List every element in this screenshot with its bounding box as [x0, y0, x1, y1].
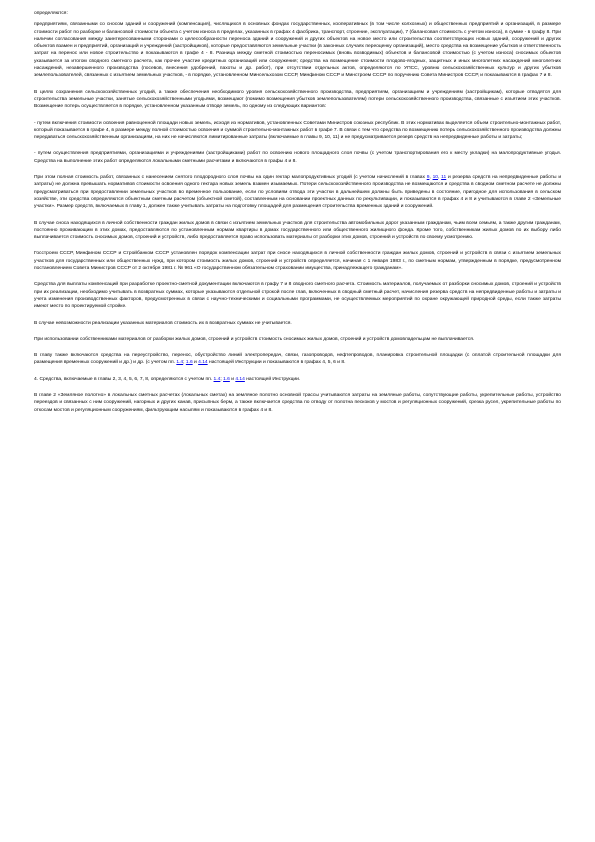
paragraph: В главе 2 «Земляное полотно» в локальных сметных расчетах (локальных сметах) на земляное полотно основной трассы учитываются затраты на земляные работы, сопутствующие работы, укрепительные работы, устройство переездов и связанных с ним сооружений, нагорных и других канав, присыпных берм, а также включается средства по отводу от полотна пескоков у мостов и регуляционных сооружений, срезка русел, укрепительные работы по откосам мостов и регуляционным сооружениям, фильтрующим насыпям и показываются в графах 4 и 8.: [34, 392, 561, 413]
separator: ,: [438, 175, 440, 181]
clause-link-1-6[interactable]: 1.6: [185, 360, 193, 366]
paragraph-text: и резерва средств на непредвиденные работы и затраты) не должна превышать нормативов стоимости освоения одного гектара новых земель взамен изымаемых. Потери сельскохозяйственного производства не возмещаются и средства в сводном сметном расчете не должны предусматриваться при предоставлении земельных участков во временное пользование, если по условиям отвода эти участки в дальнейшем должны быть приведены в состояние, пригодное для использования в сельском хозяйстве, эти средства определяются объектным сметным расчетом (объектной сметой), составленным на основании проектных данных по рекультивации, и показываются в графах 4 и 8 и учитываются в главе 2 «Земельные участки». Размер средств, включаемых в главу 1, должен также учитывать затраты на подготовку площадей для размещения строительства временных зданий и сооружений.: [34, 175, 562, 210]
clause-link-4-14[interactable]: 4.14: [235, 376, 245, 382]
paragraph-text: настоящей Инструкции.: [246, 376, 301, 382]
paragraph-text: настоящей Инструкции и показываются в графах 4, 5, 6 и 8.: [209, 360, 346, 366]
paragraph: - путем включения стоимости освоения равноценной площади новых земель, исходя из нормативов, установленных Советами Министров союзных республик. В этих нормативах выделяется объем строительно-монтажных работ, который показывается в графе 4, в размере между полной стоимостью освоения и суммой строительно-монтажных работ в графе 7. В связи с тем что средства по возмещению потерь сельскохозяйственного производства должны передаваться сельскохозяйственным организациям, на них не начисляются лимитированные затраты (включаемые в главы 9, 10, 11) и не предусматривается резерв средств на непредвиденные работы и затраты;: [34, 120, 561, 141]
separator: и: [194, 360, 197, 366]
chapter-link-9[interactable]: 9: [426, 175, 430, 181]
paragraph-text: При этом полная стоимость работ, связанных с нанесением снятого плодородного слоя почвы на один гектар малопродуктивных угодий (с учетом начислений в главах: [34, 175, 425, 181]
separator: ,: [429, 175, 431, 181]
paragraph: В случае невозможности реализации указанных материалов стоимость их в возвратных суммах не учитывается.: [34, 320, 292, 326]
clause-link-1-4[interactable]: 1.4: [213, 376, 221, 382]
separator: ;: [183, 360, 185, 366]
paragraph: В целях сохранения сельскохозяйственных угодий, а также обеспечения необходимого уровня сельскохозяйственного производства, предприятиям, организациям и учреждениям (застройщикам), которые отводятся для строительства земельные участки, занятые сельскохозяйственными угодьями, возмещают (помимо возмещения убытков землепользователям) потери сельскохозяйственного производства, связанные с изъятием этих участков. Возмещение потерь осуществляется в порядке, установленном указанным отводе земель, по одному из следующих вариантов:: [34, 89, 561, 110]
paragraph: При использовании собственниками материалов от разборки жилых домов, строений и устройств стоимость сносимых жилых домов, строений и устройств домовладельцам не выплачивается.: [34, 336, 475, 342]
paragraph: предприятиям, связанными со сносом зданий и сооружений (компенсация), числящихся в основных фондах государственных, кооперативных (в том числе колхозных) и общественных предприятий и организаций, в размере стоимости работ по разборке и балансовой стоимости объекта с учетом износа в пределах, указанных в графах 4 фасбрика, транспорт, строение, эксплуатации), 7 (балансовая стоимость с учетом износа), в сумме - в графу 8. При наличии согласования между заинтересованными сторонами о целесообразности переноса зданий и сооружений и других объектов на новое место или строительства соответствующих новых зданий, сооружений и других объектов взамен и предприятий, организаций и учреждений (застройщиков), которые предоставляются земельные участки (в законных случаях переоценку организаций), место средства на возмещение убытков и ответственность затрат на перенос или новое строительство и показываются в графе 4 - 8. Разница между сметной стоимостью переносимых (вновь возводимых) объектов и балансовой стоимостью (с учетом износа) сносимых объектов указывается за итогом сводного сметного расчета, как прочее участие кредитных организаций или сооружения; средства на возмещение стоимости плодово-ягодных, защитных и иных многолетних насаждений многолетних насаждений, незавершенного производства (посевов, внесения удобрений, пахоты и др. работ), при отсутствии отдельных актов, определяются по УПСС, уровню сельскохозяйственных культур и других убытков землепользователей, связанных с изъятием земельных участков, - в порядке, установленном Минсельхозом СССР, Минфином СССР и Минстроем СССР по поручению Совета Министров СССР, и показываются в графах 7 и 8.: [34, 22, 561, 79]
paragraph: Госстроем СССР, Минфином СССР и Стройбанком СССР установлен порядок компенсации затрат при сносе находящихся в личной собственности граждан жилых домов, строений и устройств в связи с изъятием земельных участков для государственных или общественных нужд, при котором стоимость жилых домов, строений и устройств определяется, начиная с 1 января 1983 г., по сметным нормам, утвержденным в порядке, предусмотренном постановлением Совета Министров СССР от 2 октября 1981 г. № 961 «О государственном обязательном страховании имущества, принадлежащего гражданам».: [34, 251, 561, 272]
paragraph: - путем осуществления предприятиями, организациями и учреждениями (застройщиками) работ по освоению нового площадного слоя почвы (с учетом транспортирования его к месту укладки) на малопродуктивные угодья. Средства на выполнение этих работ определяются локальными сметными расчетами и включаются в графы 4 и 8.: [34, 151, 561, 164]
paragraph-text: 4. Средства, включаемые в главы 2, 3, 4, 5, 6, 7, 8, определяются с учетом пп.: [34, 376, 213, 382]
paragraph: [34, 376, 561, 383]
paragraph: [34, 174, 561, 210]
separator: ;: [220, 376, 222, 382]
clause-link-1-4[interactable]: 1.4: [176, 360, 184, 366]
paragraph: определяются:: [34, 11, 68, 16]
document-page: [0, 0, 595, 414]
chapter-link-11[interactable]: 11: [441, 175, 447, 181]
chapter-link-10[interactable]: 10: [432, 175, 439, 181]
clause-link-1-6[interactable]: 1.6: [223, 376, 230, 382]
separator: и: [231, 376, 234, 382]
paragraph: [34, 352, 561, 367]
paragraph-text: В главу также включаются средства на переустройство, перенос, обустройство линий электропередач, связи, газопроводов, нефтепроводов, планировка строительной площадки (с оплатой строительной площадки для размещения временных сооружений и др.) и др. (с учетом пп.: [34, 353, 561, 366]
clause-link-4-14[interactable]: 4.14: [198, 360, 208, 366]
paragraph: Средства для выплаты компенсаций при разработке проектно-сметной документации включаются в графу 7 и 8 сводного сметного расчета. Стоимость материалов, получаемых от разборки сносимых домов, строений и устройств при их реализации, необходимо учитывать в возвратных суммах, которые указываются отдельной строкой после глав, включенных в сводный сметный расчет, начисления резерва средств на непредвиденные работы и затраты и учета изменения производственных факторов, предусмотренных в связи с научно-техническими и социальными программами, не осуществляемых мероприятий по охране окружающей природной среды, если также затраты имеют место по проектируемой стройке.: [34, 282, 561, 310]
paragraph: В случае сноса находящихся в личной собственности граждан жилых домов в связи с изъятием земельных участков для строительства автомобильных дорог указанным гражданам, чьим всем семьям, а также другим гражданам, постоянно проживающим в этих домах, предоставляются по установленным нормам квартиры в домах государственного или общественного жилищного фонда. Кроме того, собственникам жилых домов по их выбору либо выплачивается стоимость сносимых домов, строений и устройств, либо предоставляется право использовать материалы от разборки этих домов, строений и устройств по своему усмотрению.: [34, 220, 561, 241]
